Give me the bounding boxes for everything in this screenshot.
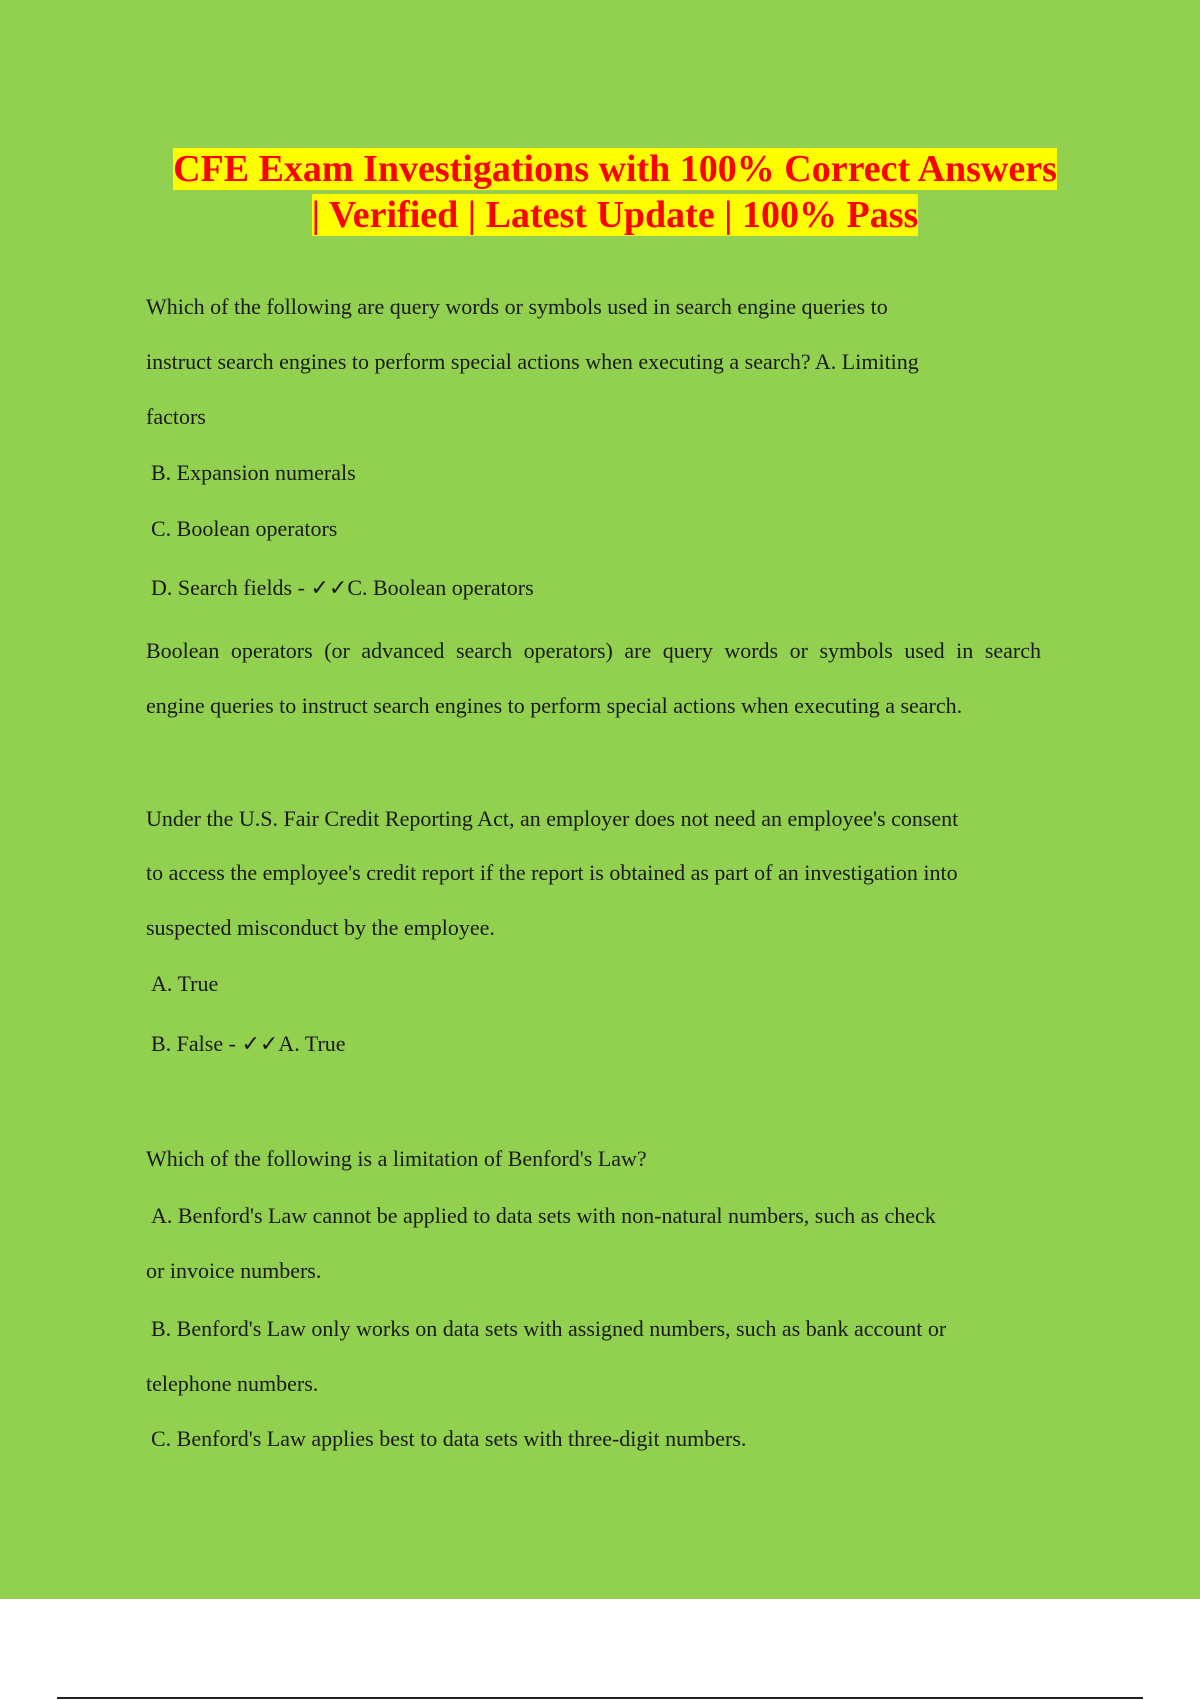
q3-option-a-line-1: A. Benford's Law cannot be applied to data sets with non-natural numbers, such as check	[151, 1203, 936, 1228]
q1-text-line-2: instruct search engines to perform special actions when executing a search? A. Limiting	[146, 349, 919, 374]
q1-text-line-3: factors	[146, 404, 206, 429]
q3-option-a-line-2: or invoice numbers.	[146, 1258, 322, 1283]
q3-option-b-line-2: telephone numbers.	[146, 1371, 319, 1396]
q2-text-line-3: suspected misconduct by the employee.	[146, 915, 495, 940]
title-line-1: CFE Exam Investigations with 100% Correct Answers	[173, 148, 1057, 190]
q1-option-c: C. Boolean operators	[151, 516, 338, 541]
q1-option-d-answer: D. Search fields - ✓✓C. Boolean operators	[151, 575, 534, 600]
q1-text-line-1: Which of the following are query words or symbols used in search engine queries to	[146, 294, 888, 319]
q3-text-line-1: Which of the following is a limitation of Benford's Law?	[146, 1146, 647, 1171]
title-line-2: | Verified | Latest Update | 100% Pass	[311, 194, 919, 236]
q2-text-line-1: Under the U.S. Fair Credit Reporting Act, an employer does not need an employee's consent	[146, 806, 959, 831]
q1-explanation-line-2: engine queries to instruct search engines to perform special actions when executing a search.	[146, 693, 963, 718]
q3-option-c: C. Benford's Law applies best to data sets with three-digit numbers.	[151, 1426, 747, 1451]
q1-option-b: B. Expansion numerals	[151, 460, 356, 485]
q3-option-b-line-1: B. Benford's Law only works on data sets with assigned numbers, such as bank account or	[151, 1316, 947, 1341]
q2-option-b-answer: B. False - ✓✓A. True	[151, 1031, 346, 1056]
q1-explanation-line-1: Boolean operators (or advanced search operators) are query words or symbols used in search	[146, 638, 1041, 663]
q2-option-a: A. True	[151, 971, 219, 996]
q2-text-line-2: to access the employee's credit report if the report is obtained as part of an investigation into	[146, 860, 958, 885]
footer-divider	[57, 1697, 1143, 1699]
